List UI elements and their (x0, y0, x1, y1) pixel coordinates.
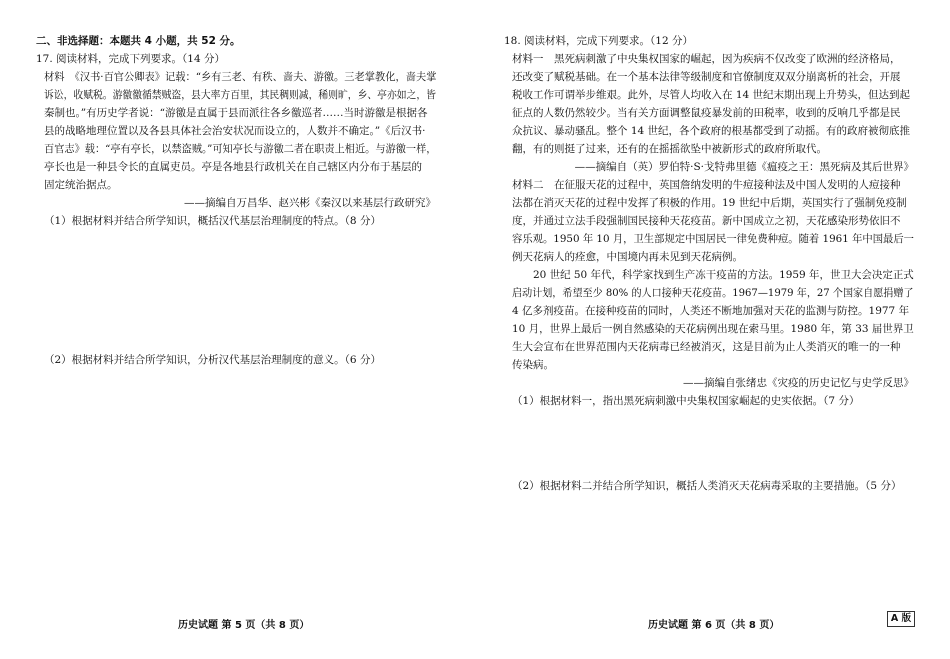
q18-material1-line: 征点的人数仍然较少。当有关方面调整鼠疫暴发前的田税率，收到的反响几乎都是民 (512, 107, 901, 119)
q18-material2-line: 容乐观。1950 年 10 月，卫生部规定中国居民一律免费种痘。随着 1961 年中国最后一 (512, 233, 915, 245)
q18-material1-line: 税收工作可谓举步维艰。此外，尽管人均收入在 14 世纪末期出现上升势头，但达到起 (512, 89, 911, 101)
q18-material2-line: 20 世纪 50 年代，科学家找到生产冻干疫苗的方法。1959 年，世卫大会决定正式 (512, 269, 914, 281)
q18-material2-line: 度，并通过立法手段强制国民接种天花疫苗。新中国成立之初，天花感染形势依旧不 (512, 215, 901, 227)
q18-title: 18. 阅读材料，完成下列要求。（12 分） (504, 35, 693, 47)
q17-material-line: 县的战略地理位置以及各县具体社会治安状况而设立的，人数并不确定。”《后汉书· (44, 125, 426, 137)
q18-material1-line: 众抗议、暴动骚乱。整个 14 世纪，各个政府的根基都受到了动摇。有的政府被彻底推 (512, 125, 911, 137)
q18-material2-line: 生大会宣布在世界范围内天花病毒已经被消灭，这是目前为止人类消灭的唯一的一种 (512, 341, 901, 353)
q18-material2-line: 启动计划，希望至少 80% 的人口接种天花疫苗。1967—1979 年，27 个国家自愿捐赠了 (512, 287, 914, 299)
q18-material2-line: 10 月，世界上最后一例自然感染的天花病例出现在索马里。1980 年，第 33 届世界卫 (512, 323, 914, 335)
edition-badge: A 版 (887, 611, 915, 627)
page-footer-right: 历史试题 第 6 页（共 8 页） (648, 620, 780, 631)
q17-material-line: 亭长也是一种县令长的直属吏员。亭是各地县行政机关在自己辖区内分布于基层的 (44, 161, 422, 173)
q18-source2: ——摘编自张绪忠《灾疫的历史记忆与史学反思》 (683, 377, 914, 389)
q18-material1-line: 材料一 黑死病刺激了中央集权国家的崛起，因为疾病不仅改变了欧洲的经济格局， (512, 53, 901, 65)
q17-title: 17. 阅读材料，完成下列要求。（14 分） (36, 53, 225, 65)
q18-material1-line: 翻，有的则挺了过来，还有的在摇摇欲坠中被新形式的政府所取代。 (512, 143, 827, 155)
q17-source: ——摘编自万昌华、赵兴彬《秦汉以来基层行政研究》 (184, 197, 436, 209)
q18-material2-line: 传染病。 (512, 359, 554, 371)
q18-material2-line: 例天花病人的痊愈，中国境内再未见到天花病例。 (512, 251, 743, 263)
q17-material-line: 固定统治据点。 (44, 179, 118, 191)
q18-sub-question-1: （1）根据材料一，指出黑死病刺激中央集权国家崛起的史实依据。（7 分） (512, 395, 860, 407)
q17-sub-question-2: （2）根据材料并结合所学知识，分析汉代基层治理制度的意义。（6 分） (44, 354, 381, 366)
q17-material-line: 诉讼，收赋税。游徼徼循禁贼盗，县大率方百里，其民稠则减，稀则旷，乡、亭亦如之，皆 (44, 89, 436, 101)
q18-material2-line: 4 亿多剂疫苗。在接种疫苗的同时，人类还不断地加强对天花的监测与防控。1977 年 (512, 305, 910, 317)
section-header: 二、非选择题：本题共 4 小题，共 52 分。 (36, 35, 241, 47)
q18-source1: ——摘编自（英）罗伯特·S·戈特弗里德《瘟疫之王：黑死病及其后世界》 (574, 161, 914, 173)
q18-sub-question-2: （2）根据材料二并结合所学知识，概括人类消灭天花病毒采取的主要措施。（5 分） (512, 480, 902, 492)
q18-material2-line: 法都在消灭天花的过程中发挥了积极的作用。19 世纪中后期，英国实行了强制免疫制 (512, 197, 907, 209)
q18-material2-line: 材料二 在征服天花的过程中，英国詹纳发明的牛痘接种法及中国人发明的人痘接种 (512, 179, 901, 191)
q17-material-line: 百官志》载：“亭有亭长，以禁盗贼。”可知亭长与游徼二者在职责上相近。与游徼一样， (44, 143, 437, 155)
q17-material-line: 秦制也。”有历史学者说：“游徼是直属于县而派往各乡徼巡者……当时游徼是根据各 (44, 107, 428, 119)
q18-material1-line: 还改变了赋税基础。在一个基本法律等级制度和官僚制度双双分崩离析的社会，开展 (512, 71, 901, 83)
q17-material-line: 材料 《汉书·百官公卿表》记载：“乡有三老、有秩、啬夫、游徼。三老掌教化，啬夫掌 (44, 71, 437, 83)
page-footer-left: 历史试题 第 5 页（共 8 页） (178, 620, 310, 631)
q17-sub-question-1: （1）根据材料并结合所学知识，概括汉代基层治理制度的特点。（8 分） (44, 215, 381, 227)
